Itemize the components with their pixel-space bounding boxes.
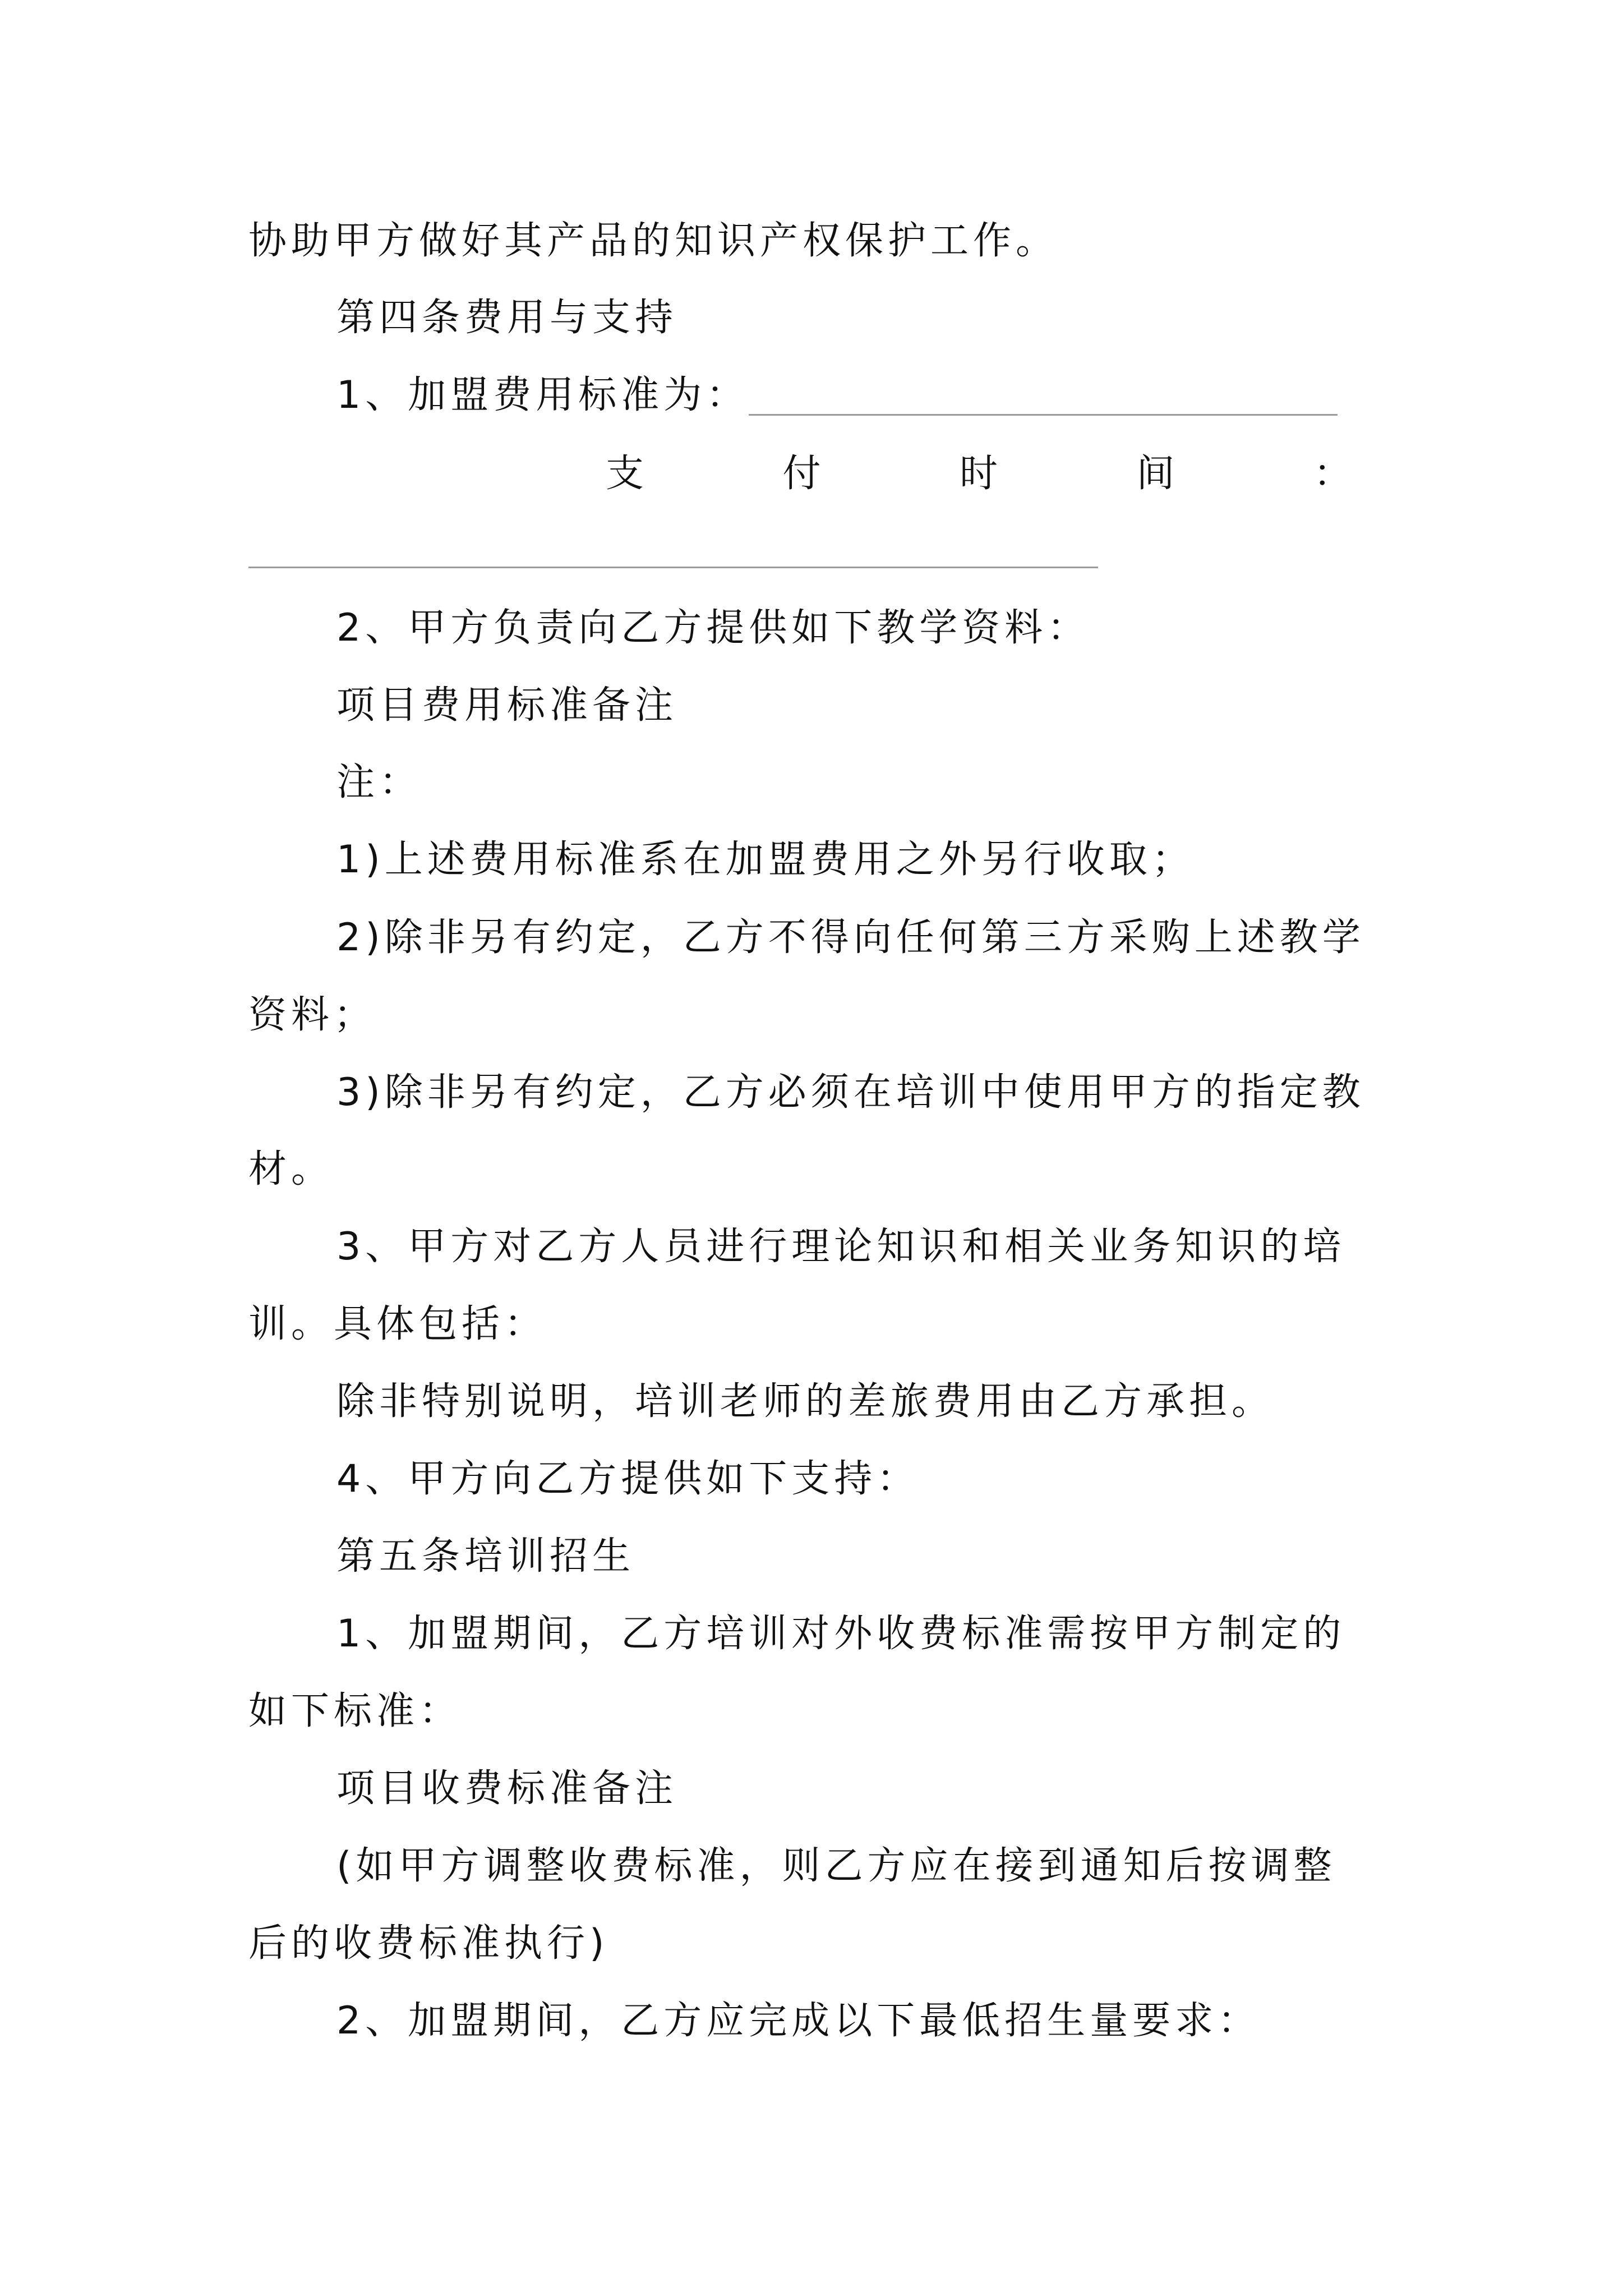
payment-time-char: 时 [959, 452, 998, 496]
text-line: 2、加盟期间，乙方应完成以下最低招生量要求： [336, 1999, 1261, 2043]
text-line: (如甲方调整收费标准，则乙方应在接到通知后按调整 [336, 1844, 1336, 1888]
text-line: 除非特别说明，培训老师的差旅费用由乙方承担。 [336, 1379, 1275, 1424]
table-header-text: 项目费用标准备注 [336, 683, 678, 728]
payment-time-char: ： [1313, 452, 1352, 496]
text-line: 协助甲方做好其产品的知识产权保护工作。 [248, 219, 1059, 263]
text-line: 1)上述费用标准系在加盟费用之外另行收取； [336, 838, 1195, 882]
payment-time-label [606, 449, 1352, 499]
text-line: 训。具体包括： [248, 1302, 547, 1346]
article-heading: 第五条培训招生 [336, 1534, 635, 1579]
fill-in-blank-line [248, 567, 1098, 568]
payment-time-char: 支 [606, 452, 644, 496]
text-line: 如下标准： [248, 1689, 462, 1733]
payment-time-char: 间 [1136, 452, 1175, 496]
text-line: 3)除非另有约定，乙方必须在培训中使用甲方的指定教 [336, 1070, 1365, 1115]
text-line: 资料； [248, 993, 377, 1037]
payment-time-char: 付 [782, 452, 821, 496]
text-line: 1、加盟期间，乙方培训对外收费标准需按甲方制定的 [336, 1612, 1346, 1656]
article-heading: 第四条费用与支持 [336, 296, 678, 340]
text-line: 材。 [248, 1147, 334, 1191]
text-line: 4、甲方向乙方提供如下支持： [336, 1457, 920, 1501]
fill-in-blank-line [749, 414, 1338, 416]
text-line: 2)除非另有约定，乙方不得向任何第三方采购上述教学 [336, 915, 1365, 960]
note-label: 注： [336, 760, 422, 804]
text-line: 1、加盟费用标准为： [336, 373, 749, 417]
table-header-text: 项目收费标准备注 [336, 1766, 678, 1811]
text-line: 后的收费标准执行) [248, 1921, 609, 1966]
text-line: 2、甲方负责向乙方提供如下教学资料： [336, 606, 1090, 650]
text-line: 3、甲方对乙方人员进行理论知识和相关业务知识的培 [336, 1225, 1346, 1269]
